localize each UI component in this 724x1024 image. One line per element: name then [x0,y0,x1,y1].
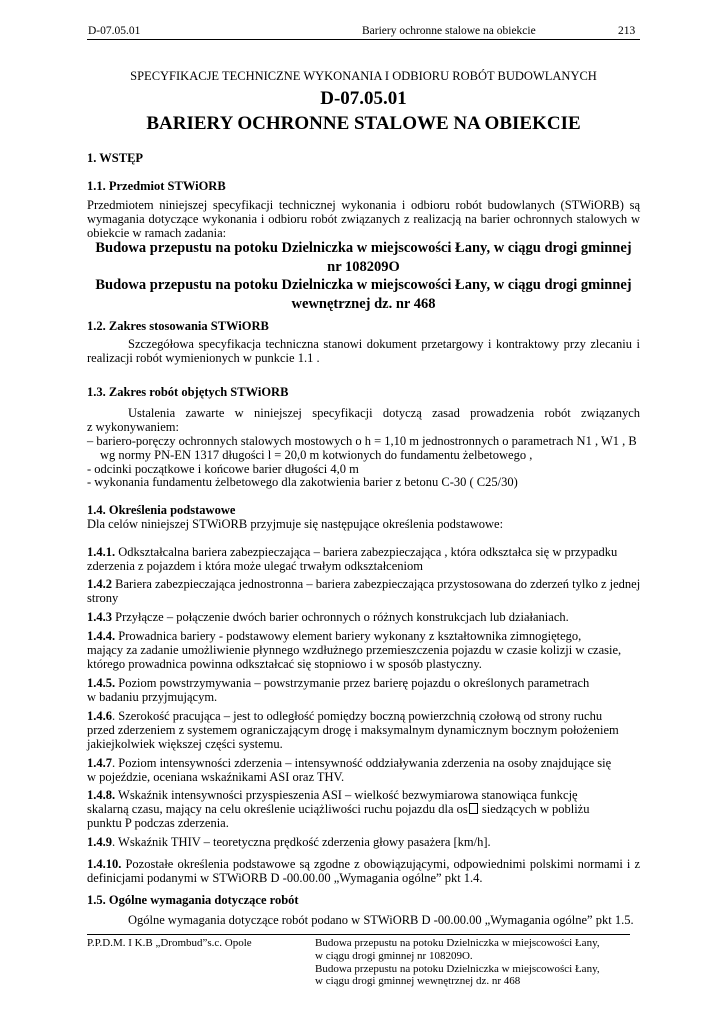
definition-3: 1.4.3 Przyłącze – połączenie dwóch barier ochronnych o różnych konstrukcjach lub działaniach. [87,610,569,624]
definition-line: którego prowadnica powinna odkształcać się stopniowo i w sposób plastyczny. [87,657,482,671]
footer-rule [87,934,630,935]
paragraph: Przedmiotem niniejszej specyfikacji technicznej wykonania i odbioru robót budowlanych (STWiORB) są wymagania dotyczące wykonania i odbioru robót związanych z realizacją na barier ochronnych stalowych w obiekcie w ramach zadania: [87,198,640,240]
paragraph: Ustalenia zawarte w niniejszej specyfikacji dotyczą zasad prowadzenia robót związanych [128,406,640,420]
definition-9: 1.4.9. Wskaźnik THIV – teoretyczna prędkość zderzenia głowy pasażera [km/h]. [87,835,491,849]
subsection-heading: 1.3. Zakres robót objętych STWiORB [87,385,289,399]
definition-10: 1.4.10. Pozostałe określenia podstawowe są zgodne z obowiązującymi, odpowiednimi polskimi normami i z [87,857,640,871]
list-item: - odcinki początkowe i końcowe barier długości 4,0 m [87,462,359,476]
paragraph: Szczegółowa specyfikacja techniczna stanowi dokument przetargowy i kontraktowy przy zlecaniu i realizacji robót wymienionych w punkcie 1.1 . [87,337,640,365]
definition-line: w pojeździe, oceniana wskaźnikami ASI oraz THV. [87,770,345,784]
spec-title: SPECYFIKACJE TECHNICZNE WYKONANIA I ODBIORU ROBÓT BUDOWLANYCH [130,69,597,83]
footer-company: P.P.D.M. I K.B „Drombud”s.c. Opole [87,937,252,949]
task-line: Budowa przepustu na potoku Dzielniczka w miejscowości Łany, w ciągu drogi gminnej [95,277,632,293]
subsection-heading: 1.1. Przedmiot STWiORB [87,179,226,193]
definition-7: 1.4.7. Poziom intensywności zderzenia – intensywność oddziaływania zderzenia na osoby znajdujące się [87,756,612,770]
definition-number: 1.4.4. [87,629,116,643]
definition-line: zderzenia z pojazdem i która może ulegać trwałym odkształceniom [87,559,423,573]
definition-number: 1.4.9 [87,835,112,849]
definition-number: 1.4.5. [87,676,116,690]
definition-8: 1.4.8. Wskaźnik intensywności przyspieszenia ASI – wielkość bezwymiarowa stanowiąca funkcję [87,788,578,802]
subsection-heading: 1.2. Zakres stosowania STWiORB [87,319,269,333]
header-code: D-07.05.01 [88,25,141,37]
definition-line: skalarną czasu, mający na celu określenie uciążliwości ruchu pojazdu dla os siedzących w pobliżu [87,802,590,816]
definition-number: 1.4.6 [87,709,112,723]
definition-5: 1.4.5. Poziom powstrzymywania – powstrzymanie przez barierę pojazdu o określonych parametrach [87,676,590,690]
footer-line: Budowa przepustu na potoku Dzielniczka w miejscowości Łany, [315,963,600,975]
task-line: nr 108209O [327,259,400,275]
definition-1: 1.4.1. Odkształcalna bariera zabezpieczająca – bariera zabezpieczająca , która odkształca się w przypadku [87,545,618,559]
paragraph: z wykonywaniem: [87,420,179,434]
definition-2: 1.4.2 Bariera zabezpieczająca jednostronna – bariera zabezpieczająca przystosowana do zderzeń tylko z jednej [87,577,641,591]
definition-line: w badaniu przyjmującym. [87,690,218,704]
definition-number: 1.4.3 [87,610,112,624]
subsection-heading: 1.5. Ogólne wymagania dotyczące robót [87,893,299,907]
doc-code: D-07.05.01 [320,88,407,109]
definition-6: 1.4.6. Szerokość pracująca – jest to odległość pomiędzy boczną powierzchnią czołową od strony ruchu [87,709,603,723]
task-line: Budowa przepustu na potoku Dzielniczka w miejscowości Łany, w ciągu drogi gminnej [95,240,632,256]
definition-number: 1.4.8. [87,788,116,802]
header-rule [87,39,640,40]
subsection-heading: 1.4. Określenia podstawowe [87,503,236,517]
missing-glyph-box [469,803,478,814]
definition-line: przed zderzeniem z systemem ograniczającym drogę i maksymalnym dynamicznym bocznym położeniem [87,723,619,737]
definition-line: strony [87,591,119,605]
section-heading: 1. WSTĘP [87,151,144,165]
footer-line: Budowa przepustu na potoku Dzielniczka w miejscowości Łany, [315,937,600,949]
footer-line: w ciągu drogi gminnej wewnętrznej dz. nr 468 [315,975,521,987]
footer-line: w ciągu drogi gminnej nr 108209O. [315,950,473,962]
header-title: Bariery ochronne stalowe na obiekcie [362,25,536,37]
list-item: – bariero-poręczy ochronnych stalowych mostowych o h = 1,10 m jednostronnych o parametrach N1 , W1 , B [87,434,637,448]
list-item: - wykonania fundamentu żelbetowego dla zakotwienia barier z betonu C-30 ( C25/30) [87,475,518,489]
paragraph: Dla celów niniejszej STWiORB przyjmuje się następujące określenia podstawowe: [87,517,504,531]
task-line: wewnętrznej dz. nr 468 [291,296,436,312]
definition-number: 1.4.1. [87,545,116,559]
header-page-number: 213 [618,25,636,37]
definition-line: mający za zadanie umożliwienie płynnego wzdłużnego przemieszczenia pojazdu w czasie kolizji w czasie, [87,643,622,657]
paragraph: Ogólne wymagania dotyczące robót podano w STWiORB D -00.00.00 „Wymagania ogólne” pkt 1.5. [128,913,634,927]
doc-main-title: BARIERY OCHRONNE STALOWE NA OBIEKCIE [146,113,581,134]
definition-line: punktu P podczas zderzenia. [87,816,229,830]
definition-number: 1.4.10. [87,857,122,871]
definition-number: 1.4.2 [87,577,112,591]
definition-number: 1.4.7 [87,756,112,770]
definition-line: jakiejkolwiek większej części systemu. [87,737,283,751]
definition-4: 1.4.4. Prowadnica bariery - podstawowy element bariery wykonany z kształtownika zimnogiętego, [87,629,582,643]
definition-line: definicjami podanymi w STWiORB D -00.00.00 „Wymagania ogólne” pkt 1.4. [87,871,483,885]
list-item: wg normy PN-EN 1317 długości l = 20,0 m kotwionych do fundamentu żelbetowego , [100,448,533,462]
